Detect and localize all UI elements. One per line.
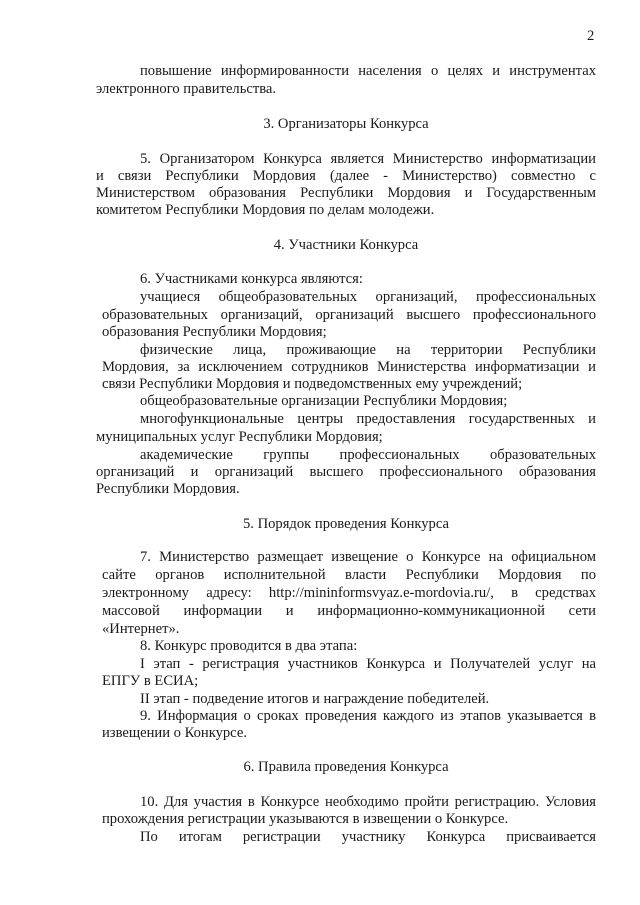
- text-line: 9. Информация о сроках проведения каждого из этапов указывается в: [140, 708, 596, 724]
- section-heading: 5. Порядок проведения Конкурса: [242, 516, 449, 532]
- text-line: повышение информированности населения о целях и инструментах: [140, 63, 596, 79]
- text-line: электронного правительства.: [96, 81, 277, 97]
- text-line: общеобразовательные организации Республики Мордовия;: [140, 393, 508, 409]
- section-heading: 6. Правила проведения Конкурса: [243, 759, 449, 775]
- text-line: электронному адресу: http://mininformsvyaz.e-mordovia.ru/, в средствах: [102, 585, 596, 601]
- text-line: сайте органов исполнительной власти Республики Мордовия по: [102, 567, 596, 583]
- text-line: извещении о Конкурсе.: [102, 725, 247, 741]
- text-line: образования Республики Мордовия;: [102, 324, 327, 340]
- text-line: образовательных организаций, организаций высшего профессионального: [102, 307, 596, 323]
- text-line: Министерством образования Республики Мордовия и Государственным: [96, 185, 596, 201]
- text-line: учащиеся общеобразовательных организаций, профессиональных: [140, 289, 596, 305]
- text-line: 5. Организатором Конкурса является Министерство информатизации: [140, 151, 596, 167]
- section-heading: 4. Участники Конкурса: [273, 237, 419, 253]
- text-line: комитетом Республики Мордовия по делам молодежи.: [96, 202, 435, 218]
- text-line: II этап - подведение итогов и награждение победителей.: [140, 691, 490, 707]
- text-line: физические лица, проживающие на территории Республики: [140, 342, 596, 358]
- text-line: массовой информации и информационно-коммуникационной сети: [102, 603, 596, 619]
- text-line: прохождения регистрации указываются в извещении о Конкурсе.: [102, 811, 509, 827]
- text-line: Республики Мордовия.: [96, 481, 240, 497]
- text-line: Мордовия, за исключением сотрудников Министерства информатизации и: [102, 359, 596, 375]
- text-line: 6. Участниками конкурса являются:: [140, 271, 363, 287]
- section-heading: 3. Организаторы Конкурса: [263, 116, 429, 132]
- text-line: связи Республики Мордовия и подведомственных ему учреждений;: [102, 376, 523, 392]
- text-line: «Интернет».: [102, 621, 180, 637]
- text-line: академические группы профессиональных образовательных: [140, 447, 596, 463]
- page-number: 2: [587, 28, 595, 44]
- text-line: I этап - регистрация участников Конкурса и Получателей услуг на: [140, 656, 596, 672]
- text-line: ЕПГУ в ЕСИА;: [102, 673, 199, 689]
- text-line: По итогам регистрации участнику Конкурса присваивается: [140, 829, 596, 845]
- text-line: и связи Республики Мордовия (далее - Министерство) совместно с: [96, 168, 596, 184]
- text-line: 8. Конкурс проводится в два этапа:: [140, 638, 358, 654]
- text-line: многофункциональные центры предоставления государственных и: [140, 411, 596, 427]
- text-line: организаций и организаций высшего профессионального образования: [96, 464, 596, 480]
- text-line: муниципальных услуг Республики Мордовия;: [96, 429, 383, 445]
- text-line: 10. Для участия в Конкурсе необходимо пройти регистрацию. Условия: [140, 794, 596, 810]
- text-line: 7. Министерство размещает извещение о Конкурсе на официальном: [140, 549, 596, 565]
